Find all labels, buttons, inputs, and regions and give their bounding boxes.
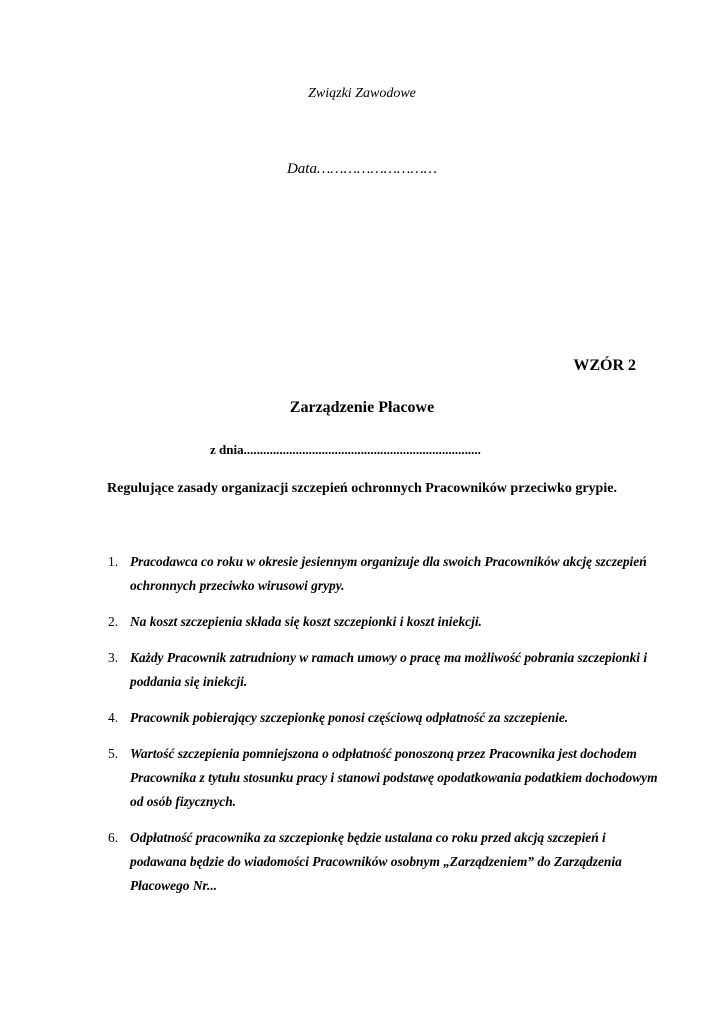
date-line: Data……………………… xyxy=(286,161,438,177)
list-item xyxy=(98,646,658,694)
list-item-number: 4. xyxy=(108,710,119,725)
date-of-field: z dnia......................................................................... xyxy=(210,442,481,457)
list-item xyxy=(98,742,658,814)
list-item-text: Pracownik pobierający szczepionkę ponosi częściową odpłatność za szczepienie. xyxy=(130,710,569,725)
list-item-text: Wartość szczepienia pomniejszona o odpłatność ponoszoną przez Pracownika jest dochodem Pracownika z tytułu stosunku pracy i stanowi podstawę opodatkowania podatkiem dochodowym od osób fizycznych. xyxy=(130,746,658,809)
list-item xyxy=(98,706,658,730)
list-item-number: 1. xyxy=(108,554,119,569)
regulation-list xyxy=(98,550,658,910)
list-item-text: Pracodawca co roku w okresie jesiennym organizuje dla swoich Pracowników akcję szczepień ochronnych przeciwko wirusowi grypy. xyxy=(130,554,647,593)
list-item xyxy=(98,610,658,634)
list-item xyxy=(98,826,658,898)
list-item xyxy=(98,550,658,598)
list-item-number: 6. xyxy=(108,830,119,845)
document-subtitle: Regulujące zasady organizacji szczepień ochronnych Pracowników przeciwko grypie. xyxy=(107,481,617,496)
list-item-text: Na koszt szczepienia składa się koszt szczepionki i koszt iniekcji. xyxy=(130,614,482,629)
list-item-text: Każdy Pracownik zatrudniony w ramach umowy o pracę ma możliwość pobrania szczepionki i poddania się iniekcji. xyxy=(130,650,648,689)
document-title: Zarządzenie Płacowe xyxy=(289,399,435,416)
list-item-number: 2. xyxy=(108,614,119,629)
list-item-number: 3. xyxy=(108,650,119,665)
list-item-text: Odpłatność pracownika za szczepionkę będzie ustalana co roku przed akcją szczepień i podawana będzie do wiadomości Pracowników osobnym „Zarządzeniem” do Zarządzenia Płacowego Nr... xyxy=(130,830,622,893)
list-item-number: 5. xyxy=(108,746,119,761)
template-label: WZÓR 2 xyxy=(573,357,636,374)
organization-name: Związki Zawodowe xyxy=(308,86,416,101)
